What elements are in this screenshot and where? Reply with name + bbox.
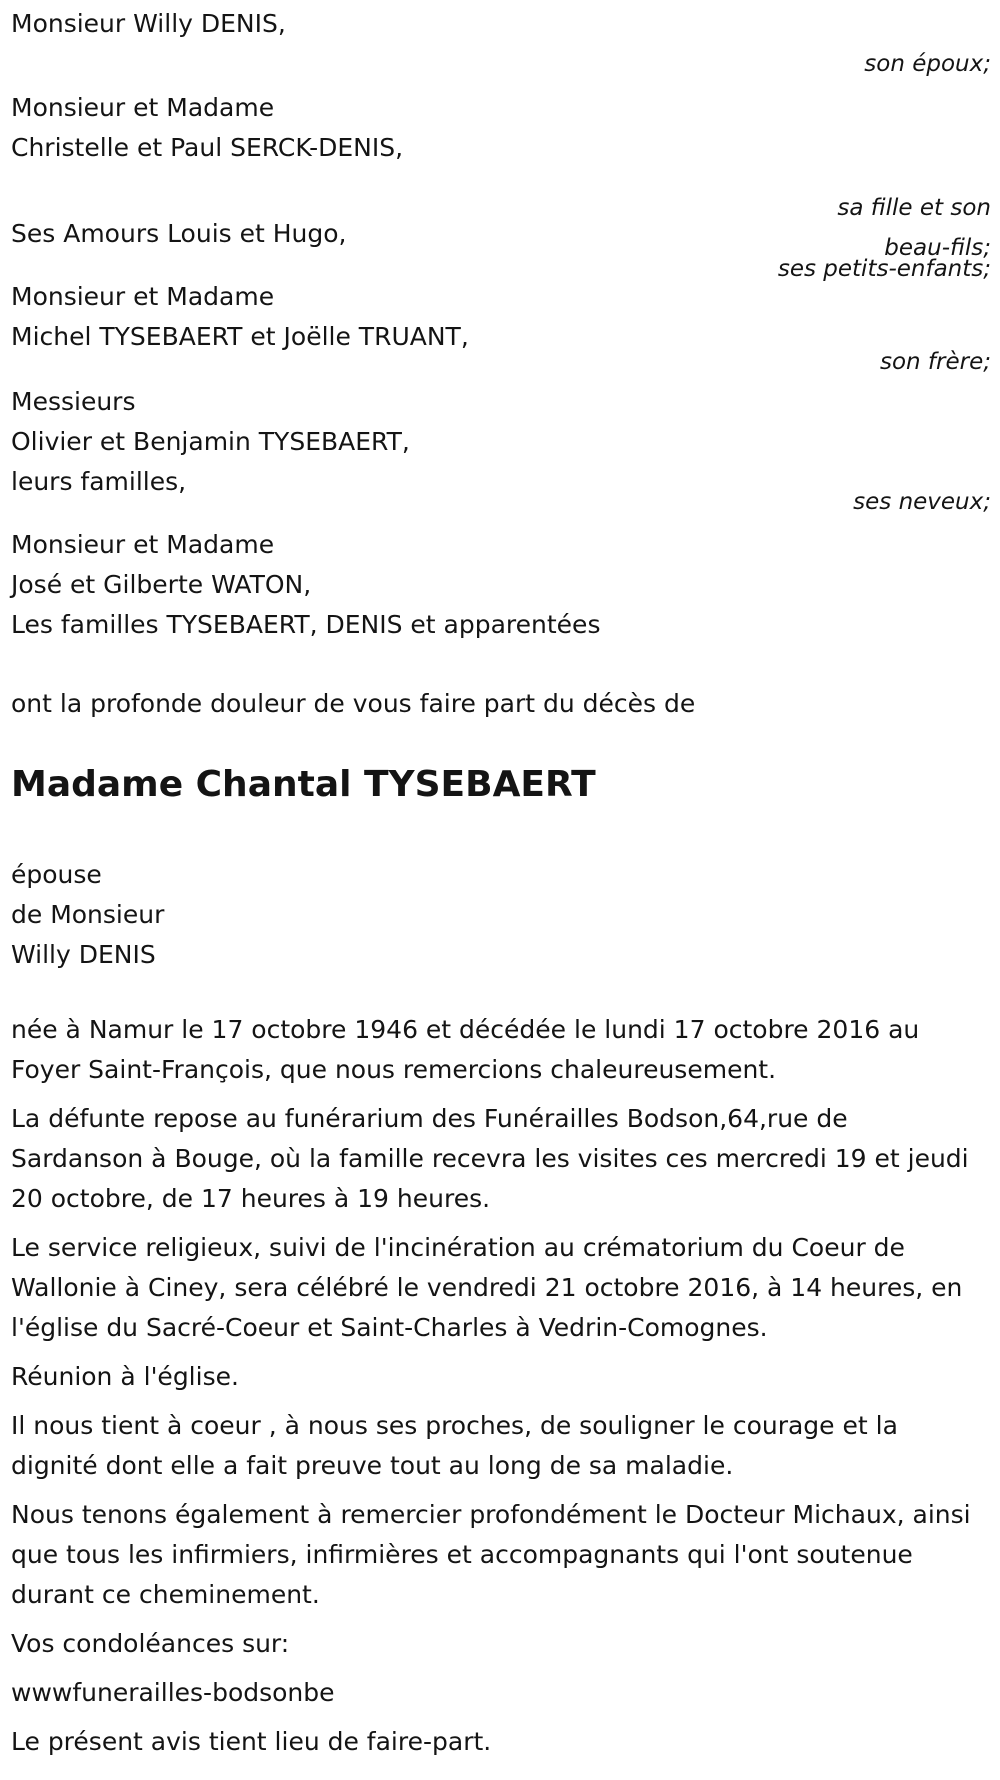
announcement-intro: ont la profonde douleur de vous faire part du décès de [11, 689, 696, 718]
tribute-paragraph: Il nous tient à coeur , à nous ses proches, de souligner le courage et la dignité dont elle a fait preuve tout au long de sa maladie. [11, 1411, 898, 1480]
notice-paragraph: Le présent avis tient lieu de faire-part. [11, 1727, 492, 1756]
family-name-line: José et Gilberte WATON, [11, 570, 312, 599]
family-name-line: Messieurs [11, 387, 136, 416]
family-name-line: Les familles TYSEBAERT, DENIS et apparentées [11, 610, 601, 639]
visitation-paragraph: La défunte repose au funérarium des Funérailles Bodson,64,rue de Sardanson à Bouge, où la famille recevra les visites ces mercredi 19 et jeudi 20 octobre, de 17 heures à 19 heures. [11, 1104, 969, 1213]
family-name-line: Monsieur et Madame [11, 530, 275, 559]
thanks-paragraph: Nous tenons également à remercier profondément le Docteur Michaux, ainsi que tous les infirmiers, infirmières et accompagnants qui l'ont soutenue durant ce cheminement. [11, 1500, 971, 1609]
family-name-line: Michel TYSEBAERT et Joëlle TRUANT, [11, 322, 469, 351]
family-name-line: Monsieur et Madame [11, 93, 275, 122]
relation-label: ses neveux; [853, 489, 991, 515]
spouse-line: épouse [11, 860, 102, 889]
spouse-line: Willy DENIS [11, 940, 156, 969]
service-paragraph: Le service religieux, suivi de l'incinération au crématorium du Coeur de Wallonie à Ciney, sera célébré le vendredi 21 octobre 2016, à 14 heures, en l'église du Sacré-Coeur et Saint-Charles à Vedrin-Comognes. [11, 1233, 963, 1342]
spouse-info [11, 855, 164, 975]
family-name-line: Ses Amours Louis et Hugo, [11, 219, 347, 248]
obituary-body [11, 1010, 986, 1771]
spouse-line: de Monsieur [11, 900, 165, 929]
website-text: wwwfunerailles-bodsonbe [11, 1678, 335, 1707]
family-name-line: leurs familles, [11, 467, 187, 496]
relation-label: beau-fils; [884, 235, 991, 261]
deceased-name: Madame Chantal TYSEBAERT [11, 764, 596, 805]
family-name-line: Christelle et Paul SERCK-DENIS, [11, 133, 404, 162]
family-group-spouse [11, 4, 991, 84]
relation-label: son frère; [879, 349, 991, 375]
relation-label: sa fille et son [837, 195, 991, 221]
family-name-line: Monsieur et Madame [11, 282, 275, 311]
family-name-line: Monsieur Willy DENIS, [11, 9, 286, 38]
family-group-grandchildren [11, 214, 991, 284]
meeting-paragraph: Réunion à l'église. [11, 1362, 239, 1391]
condolences-paragraph: Vos condoléances sur: [11, 1629, 290, 1658]
family-group-brother [11, 277, 991, 387]
relation-label: ses petits-enfants; [777, 256, 991, 282]
family-group-others [11, 525, 991, 650]
birth-death-paragraph: née à Namur le 17 octobre 1946 et décédée le lundi 17 octobre 2016 au Foyer Saint-François, que nous remercions chaleureusement. [11, 1015, 920, 1084]
relation-label: son époux; [864, 51, 991, 77]
family-group-nephews [11, 382, 991, 522]
family-name-line: Olivier et Benjamin TYSEBAERT, [11, 427, 410, 456]
